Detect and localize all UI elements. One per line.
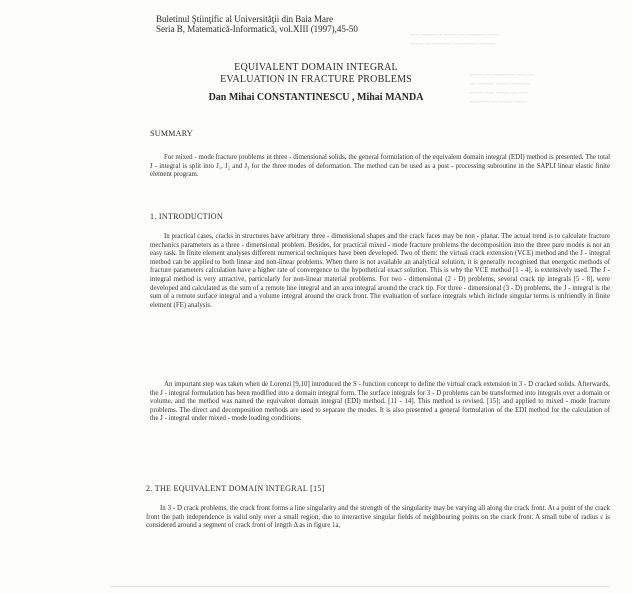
introduction-paragraph-1: In practical cases, cracks in structures have arbitrary three - dimensional shapes and the crack faces may be non - planar. The actual trend is to calculate fracture mechanics parameters as a three - dimensional problem. Besides, for practical mixed - mode fracture problems the decomposition into the three pure modes is not an easy task. In finite element analyses different numerical techniques have been developed. Two of them: the virtual crack extension (VCE) method and the J - integral method can be applied to both linear and non-linear problems. When there is not available an analytical solution, it is generally recognised that energetic methods of fracture parameters calculation have a higher rate of convergence to the hypothetical exact solution. This is why the VCE method [1 - 4], is extensively used. The J - integral method is very attractive, particularly for non-linear material problems. For two - dimensional (2 - D) problems, several crack tip integrals [5 - 8], were developed and calculated as the sum of a remote line integral and an area integral around the crack tip. For three - dimensional (3 - D) problems, the J - integral is the sum of a remote surface integral and a volume integral around the crack front. The evaluation of surface integrals which include singular terms is unfriendly in finite element (FE) analysis. bbox=[150, 233, 610, 309]
section-2-heading: 2. THE EQUIVALENT DOMAIN INTEGRAL [15] bbox=[146, 484, 325, 493]
journal-name: Buletinul Ştiinţific al Universităţii din Baia Mare bbox=[156, 14, 333, 24]
journal-series: Seria B, Matematică-Informatică, vol.XIII (1997),45-50 bbox=[156, 24, 358, 34]
journal-header bbox=[156, 14, 358, 34]
introduction-heading: 1. INTRODUCTION bbox=[150, 212, 223, 221]
summary-heading: SUMMARY bbox=[150, 129, 194, 138]
introduction-paragraph-2: An important step was taken when de Lorenzi [9,10] introduced the S - function concept to define the virtual crack extension in 3 - D cracked solids. Afterwards, the J - integral formulation has been modified into a domain integral form. The surface integrals for 3 - D problems can be transformed into integrals over a domain or volume, and the method was named the equivalent domain integral (EDI) method. [11 - 14]. This method is revised. [15]; and applied to mixed - mode fracture problems. The direct and decomposition methods are used to separate the modes. It is also presented a general formulation of the EDI method for the calculation of the J - integral under mixed - mode loading conditions. bbox=[150, 381, 610, 423]
bleed-through-texture: ~~~~ ~~ ~~~~~~~ ~~~ ~~ ~~ ~~~~~ ~~~~ ~~~~~~ ~~~~ ~~~ ~~~~ ~~ ~~~ ~~~~~~ ~~ ~~~~ ~~~~ bbox=[470, 73, 535, 106]
paper-title-line-2: EVALUATION IN FRACTURE PROBLEMS bbox=[220, 74, 412, 85]
paper-authors: Dan Mihai CONSTANTINESCU , Mihai MANDA bbox=[208, 92, 424, 103]
paper-title-line-1: EQUIVALENT DOMAIN INTEGRAL bbox=[234, 62, 398, 73]
bleed-through-texture: ~~~ ~~~~~ ~ ~~~~ ~~ ~~~~~~ ~~~~ ~~~~ ~~ ~~~~~~ ~~~ ~~~~ ~~~~~ bbox=[410, 33, 501, 48]
summary-text: For mixed - mode fracture problems in three - dimensional solids, the general formulation of the equivalent domain integral (EDI) method is presented. The total J - integral is split into J₁, J₂ and J₃ for the three modes of deformation. The method can be used as a post - processing subroutine in the SAPLI linear elastic finite element program. bbox=[150, 154, 610, 179]
section-2-paragraph-1: In 3 - D crack problems, the crack front forms a line singularity and the strength of the singularity may be varying all along the crack front. At a point of the crack front the path independence is valid only over a small region, due to interactive singular fields of neighbouring points on the crack front. A small tube of radius ε is considered around a segment of crack front of length Δ as in figure 1a, bbox=[146, 505, 610, 530]
page-edge-divider bbox=[110, 586, 610, 587]
